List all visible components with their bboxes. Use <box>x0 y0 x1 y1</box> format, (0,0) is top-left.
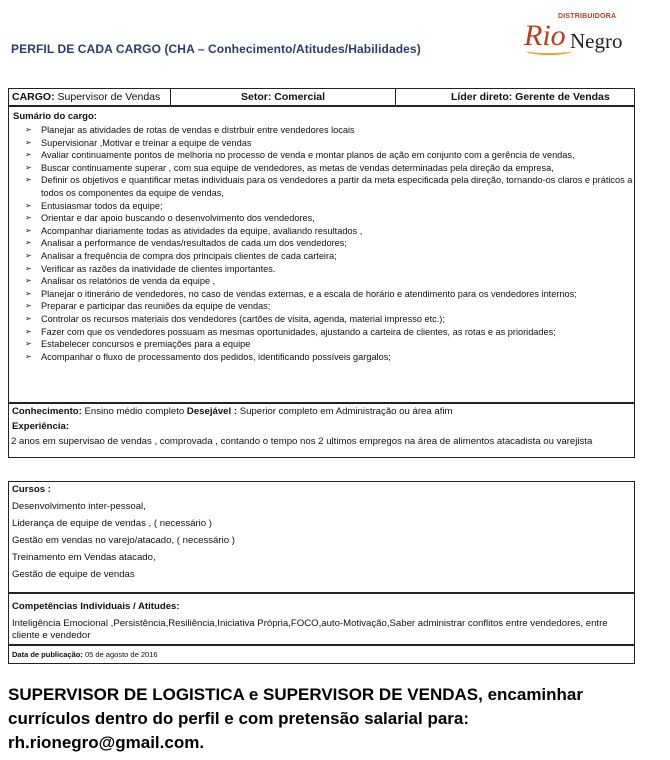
logo-top-text: DISTRIBUIDORA <box>558 13 617 20</box>
summary-item <box>25 137 634 150</box>
experiencia-label: Experiência: <box>12 421 70 432</box>
summary-item <box>25 351 634 364</box>
summary-item <box>25 174 634 199</box>
knowledge-section <box>8 403 635 458</box>
company-logo <box>524 11 634 57</box>
arrow-bullet-icon: ➢ <box>25 125 32 134</box>
summary-item-text: Orientar e dar apoio buscando o desenvolvimento dos vendedores, <box>41 213 315 224</box>
summary-item <box>25 124 634 137</box>
summary-item <box>25 338 634 351</box>
courses-title: Cursos : <box>12 484 51 495</box>
summary-item-text: Planejar as atividades de rotas de vendas e distrbuir entre vendedores locais <box>41 125 355 135</box>
arrow-bullet-icon: ➢ <box>25 263 32 273</box>
summary-item-text: Entusiasmar todos da equipe; <box>41 200 163 211</box>
competencies-text: Inteligência Emocional ,Persistência,Resiliência,Iniciativa Própria,FOCO,auto-Motivação,Saber administrar conflitos entre vendedores, entre cliente e vendedor <box>12 618 608 641</box>
setor-cell: Setor: Comercial <box>171 89 396 105</box>
course-item: Gestão de equipe de vendas <box>12 569 135 580</box>
summary-list <box>9 124 634 363</box>
arrow-bullet-icon: ➢ <box>25 351 32 361</box>
summary-item-text: Analisar a frequência de compra dos principais clientes de cada carteira; <box>41 250 337 261</box>
desejavel-value: Superior completo em Administração ou área afim <box>239 406 453 417</box>
publication-date-section <box>8 645 635 664</box>
cargo-label: CARGO: <box>12 91 55 103</box>
logo-swoosh <box>526 47 572 55</box>
experiencia-value: 2 anos em supervisao de vendas , comprovada , contando o tempo nos 2 ultimos empregos na área de alimentos atacadista ou varejista <box>11 436 593 447</box>
knowledge-row <box>12 406 634 417</box>
summary-item-text: Acompanhar diariamente todas as atividades da equipe, avaliando resultados , <box>41 225 363 236</box>
arrow-bullet-icon: ➢ <box>25 200 32 210</box>
arrow-bullet-icon: ➢ <box>25 137 32 147</box>
publication-value: 05 de agosto de 2016 <box>84 650 158 659</box>
summary-item <box>25 225 634 238</box>
job-header-table <box>8 88 635 106</box>
summary-item <box>25 326 634 339</box>
document-title: PERFIL DE CADA CARGO (CHA – Conhecimento/Atitudes/Habilidades) <box>11 42 421 56</box>
cargo-cell <box>9 89 171 105</box>
summary-item-text: Planejar o itinerário de vendedores, no caso de vendas externas, e a escala de horário e atendimento para os vendedores internos; <box>41 288 577 299</box>
summary-item <box>25 237 634 250</box>
summary-item <box>25 275 634 288</box>
summary-title: Sumário do cargo: <box>13 111 97 122</box>
arrow-bullet-icon: ➢ <box>25 339 32 349</box>
arrow-bullet-icon: ➢ <box>25 288 32 298</box>
conhecimento-label: Conhecimento: <box>12 406 82 417</box>
arrow-bullet-icon: ➢ <box>25 326 32 336</box>
summary-item-text: Acompanhar o fluxo de processamento dos pedidos, identificando possíveis gargalos; <box>41 351 391 362</box>
summary-item-text: Analisar os relatórios de venda da equipe , <box>41 276 216 287</box>
arrow-bullet-icon: ➢ <box>25 175 32 185</box>
footer-notice: SUPERVISOR DE LOGISTICA e SUPERVISOR DE VENDAS, encaminhar currículos dentro do perfil e com pretensão salarial para: rh.rionegro@gmail.com. <box>8 685 583 752</box>
arrow-bullet-icon: ➢ <box>25 301 32 311</box>
summary-item-text: Fazer com que os vendedores possuam as mesmas oportunidades, ajustando a carteira de clientes, as rotas e as prioridades; <box>41 326 556 337</box>
cargo-value: Supervisor de Vendas <box>57 91 161 103</box>
summary-item-text: Avaliar continuamente pontos de melhoria no processo de venda e montar planos de ação em conjunto com a gerência de vendas, <box>41 150 575 161</box>
summary-item <box>25 200 634 213</box>
summary-item <box>25 162 634 175</box>
desejavel-label: Desejável : <box>186 406 238 417</box>
courses-section <box>8 481 635 593</box>
job-summary-section <box>8 106 635 403</box>
summary-item-text: Controlar os recursos materiais dos vendedores (cartões de visita, agenda, material impresso etc.); <box>41 313 445 324</box>
summary-item-text: Estabelecer concursos e premiações para a equipe <box>41 339 251 350</box>
summary-item <box>25 250 634 263</box>
summary-item <box>25 149 634 162</box>
arrow-bullet-icon: ➢ <box>25 225 32 235</box>
publication-label: Data de publicação: <box>12 650 83 659</box>
arrow-bullet-icon: ➢ <box>25 162 32 172</box>
summary-item <box>25 313 634 326</box>
summary-item-text: Verificar as razões da inatividade de clientes importantes. <box>41 263 276 274</box>
competencies-title: Competências Individuais / Atitudes: <box>12 601 180 612</box>
competencies-section <box>8 593 635 645</box>
summary-item <box>25 263 634 276</box>
logo-word-negro: Negro <box>570 29 623 53</box>
summary-item-text: Buscar continuamente superar , com sua equipe de vendedores, as metas de vendas determinadas pela direção da empresa, <box>41 162 554 173</box>
arrow-bullet-icon: ➢ <box>25 150 32 160</box>
conhecimento-value: Ensino médio completo <box>84 406 185 417</box>
arrow-bullet-icon: ➢ <box>25 276 32 286</box>
summary-item-text: Definir os objetivos e quantificar metas individuais para os vendedores a partir da meta especificada pela direção, tornando-os claros e práticos a todos os componentes da equipe de vendas, <box>41 175 633 198</box>
course-item: Gestão em vendas no varejo/atacado, ( necessário ) <box>12 535 235 546</box>
course-item: Liderança de equipe de vendas , ( necessário ) <box>12 518 212 529</box>
arrow-bullet-icon: ➢ <box>25 250 32 260</box>
lider-cell: Líder direto: Gerente de Vendas <box>451 91 610 103</box>
courses-list <box>9 501 634 580</box>
course-item: Desenvolvimento inter-pessoal, <box>12 501 146 512</box>
arrow-bullet-icon: ➢ <box>25 238 32 248</box>
summary-item <box>25 300 634 313</box>
summary-item-text: Analisar a performance de vendas/resultados de cada um dos vendedores; <box>41 238 347 249</box>
arrow-bullet-icon: ➢ <box>25 313 32 323</box>
logo-word-rio: Rio <box>524 19 566 52</box>
summary-item-text: Preparar e participar das reuniões da equipe de vendas; <box>41 301 271 312</box>
summary-item-text: Supervisionar ,Motivar e treinar a equipe de vendas <box>41 137 252 148</box>
summary-item <box>25 288 634 301</box>
course-item: Treinamento em Vendas atacado, <box>12 552 156 563</box>
summary-item <box>25 212 634 225</box>
arrow-bullet-icon: ➢ <box>25 213 32 223</box>
